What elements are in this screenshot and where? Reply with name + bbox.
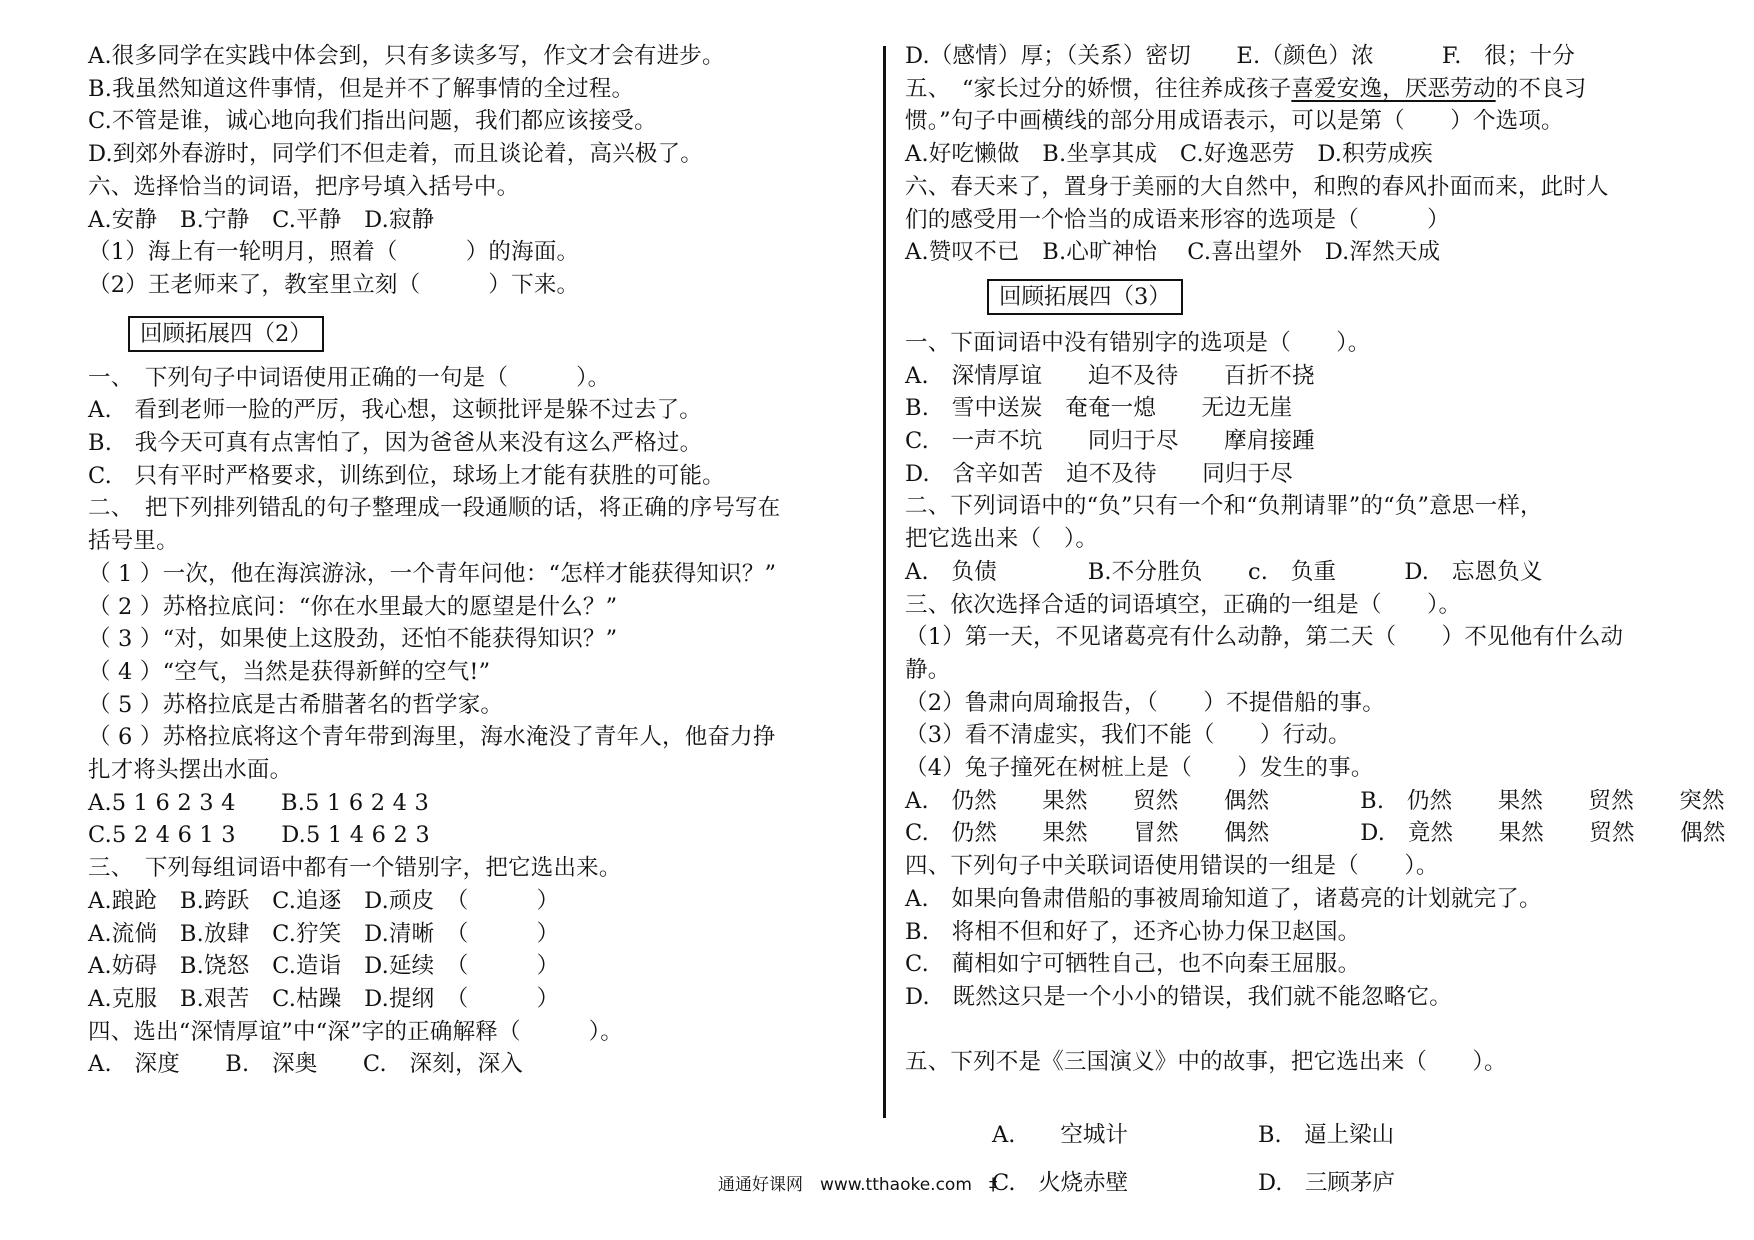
text-line: C. 一声不坑 同归于尽 摩肩接踵 <box>905 428 1315 455</box>
right-questions <box>905 327 1726 1079</box>
question-heading: 六、春天来了，置身于美丽的大自然中，和煦的春风扑面而来，此时人 <box>905 173 1609 200</box>
text-line: （ 5 ）苏格拉底是古希腊著名的哲学家。 <box>88 691 504 718</box>
text-line: A. 看到老师一脸的严厉，我心想，这顿批评是躲不过去了。 <box>88 397 703 424</box>
text-line: 把它选出来（ ）。 <box>905 526 1099 553</box>
right-column <box>905 40 1726 1079</box>
text-line: C. 只有平时严格要求，训练到位，球场上才能有获胜的可能。 <box>88 462 725 489</box>
question-heading <box>905 73 1685 106</box>
text-line: A.赞叹不已 B.心旷神怡 C.喜出望外 D.浑然天成 <box>905 239 1441 266</box>
option-d: D. 三顾茅庐 <box>1258 1170 1395 1196</box>
text-line: A.踉跄 B.跨跃 C.追逐 D.顽皮 （ ） <box>88 887 560 914</box>
column-divider <box>883 46 886 1118</box>
option-b: B. 逼上梁山 <box>1258 1122 1395 1148</box>
text-line: A.克服 B.艰苦 C.枯躁 D.提纲 （ ） <box>88 985 560 1012</box>
text-line: （4）兔子撞死在树桩上是（ ）发生的事。 <box>905 755 1374 782</box>
option-a: A. 空城计 <box>992 1122 1128 1148</box>
text-line: 惯。”句子中画横线的部分用成语表示，可以是第（ ）个选项。 <box>905 108 1564 135</box>
text-line: A.安静 B.宁静 C.平静 D.寂静 <box>88 206 435 233</box>
text-line: （2）王老师来了，教室里立刻（ ）下来。 <box>88 271 580 298</box>
text-line: （ 1 ）一次，他在海滨游泳，一个青年问他：“怎样才能获得知识？” <box>88 560 777 587</box>
question-heading: 二、 把下列排列错乱的句子整理成一段通顺的话，将正确的序号写在 <box>88 495 781 522</box>
question-heading: 一、 下列句子中词语使用正确的一句是（ ）。 <box>88 364 611 391</box>
section-title-row <box>88 302 873 362</box>
section-title-row <box>905 269 1685 327</box>
text-line: 扎才将头摆出水面。 <box>88 757 293 784</box>
text-line: A.好吃懒做 B.坐享其成 C.好逸恶劳 D.积劳成疾 <box>905 141 1433 168</box>
text-line: 括号里。 <box>88 528 179 555</box>
text-line: A.妨碍 B.饶怒 C.造诣 D.延续 （ ） <box>88 953 560 980</box>
text-line: B. 雪中送炭 奄奄一熄 无边无崖 <box>905 395 1293 422</box>
text-line: A. 仍然 果然 贸然 偶然 B. 仍然 果然 贸然 突然 <box>905 787 1725 814</box>
left-column <box>88 40 873 1081</box>
q5-prefix: 五、 “家长过分的娇惯，往往养成孩子 <box>905 75 1292 102</box>
text-line: （1）海上有一轮明月，照着（ ）的海面。 <box>88 239 580 266</box>
text-line: D. 含辛如苦 迫不及待 同归于尽 <box>905 460 1293 487</box>
right-top-block <box>905 40 1685 269</box>
text-line: （ 2 ）苏格拉底问：“你在水里最大的愿望是什么？” <box>88 593 618 620</box>
text-line: D.到郊外春游时，同学们不但走着，而且谈论着，高兴极了。 <box>88 141 703 168</box>
question-heading: 六、选择恰当的词语，把序号填入括号中。 <box>88 173 520 200</box>
question-heading: 二、下列词语中的“负”只有一个和“负荆请罪”的“负”意思一样， <box>905 493 1543 520</box>
question-heading: 五、下列不是《三国演义》中的故事，把它选出来（ ）。 <box>905 1049 1507 1076</box>
question-heading: 三、 下列每组词语中都有一个错别字，把它选出来。 <box>88 855 622 882</box>
question-heading: 四、选出“深情厚谊”中“深”字的正确解释（ ）。 <box>88 1018 623 1045</box>
text-line: B. 我今天可真有点害怕了，因为爸爸从来没有这么严格过。 <box>88 430 703 457</box>
question-heading: 三、依次选择合适的词语填空，正确的一组是（ ）。 <box>905 591 1462 618</box>
text-line: （ 3 ）“对，如果使上这股劲，还怕不能获得知识？” <box>88 626 618 653</box>
text-line: （ 4 ）“空气，当然是获得新鲜的空气!” <box>88 658 491 685</box>
text-line: D.（感情）厚；（关系）密切 E.（颜色）浓 F. 很；十分 <box>905 43 1576 69</box>
text-line: C. 蔺相如宁可牺牲自己，也不向秦王屈服。 <box>905 951 1361 978</box>
footer-watermark: 通通好课网 www.tthaoke.com ‡ <box>718 1175 998 1195</box>
text-line: 们的感受用一个恰当的成语来形容的选项是（ ） <box>905 206 1450 233</box>
left-questions <box>88 362 873 1081</box>
text-line: （1）第一天，不见诸葛亮有什么动静，第二天（ ）不见他有什么动 <box>905 624 1624 651</box>
text-line: D. 既然这只是一个小小的错误，我们就不能忽略它。 <box>905 983 1452 1010</box>
text-line: A. 深情厚谊 迫不及待 百折不挠 <box>905 362 1315 389</box>
left-top-block <box>88 40 873 302</box>
text-line: A. 深度 B. 深奥 C. 深刻，深入 <box>88 1051 524 1078</box>
text-line: C. 仍然 果然 冒然 偶然 D. 竟然 果然 贸然 偶然 <box>905 820 1726 847</box>
text-line: A.很多同学在实践中体会到，只有多读多写，作文才会有进步。 <box>88 43 725 69</box>
text-line: A. 如果向鲁肃借船的事被周瑜知道了，诸葛亮的计划就完了。 <box>905 885 1542 912</box>
text-line: （3）看不清虚实，我们不能（ ）行动。 <box>905 722 1351 749</box>
text-line: A.流倘 B.放肆 C.狞笑 D.清晰 （ ） <box>88 920 560 947</box>
text-line: C.5 2 4 6 1 3 D.5 1 4 6 2 3 <box>88 822 430 849</box>
option-c: C. 火烧赤壁 <box>992 1170 1129 1196</box>
question-heading: 四、下列句子中关联词语使用错误的一组是（ ）。 <box>905 853 1439 880</box>
text-line: B. 将相不但和好了，还齐心协力保卫赵国。 <box>905 918 1361 945</box>
text-line: A. 负债 B.不分胜负 c. 负重 D. 忘恩负义 <box>905 558 1543 585</box>
text-line: A.5 1 6 2 3 4 B.5 1 6 2 4 3 <box>88 789 429 816</box>
text-line: （ 6 ）苏格拉底将这个青年带到海里，海水淹没了青年人，他奋力挣 <box>88 724 776 751</box>
underlined-phrase: 喜爱安逸，厌恶劳动 <box>1291 75 1496 102</box>
text-line: （2）鲁肃向周瑜报告，（ ）不提借船的事。 <box>905 689 1385 716</box>
text-line: B.我虽然知道这件事情，但是并不了解事情的全过程。 <box>88 75 635 102</box>
section-title-box: 回顾拓展四（2） <box>128 316 324 352</box>
section-title-box: 回顾拓展四（3） <box>987 279 1183 315</box>
text-line: 静。 <box>905 656 951 683</box>
q5-suffix: 的不良习 <box>1495 75 1587 102</box>
question-heading: 一、下面词语中没有错别字的选项是（ ）。 <box>905 329 1371 356</box>
text-line: C.不管是谁，诚心地向我们指出问题，我们都应该接受。 <box>88 108 657 135</box>
spacer <box>905 1014 1685 1047</box>
